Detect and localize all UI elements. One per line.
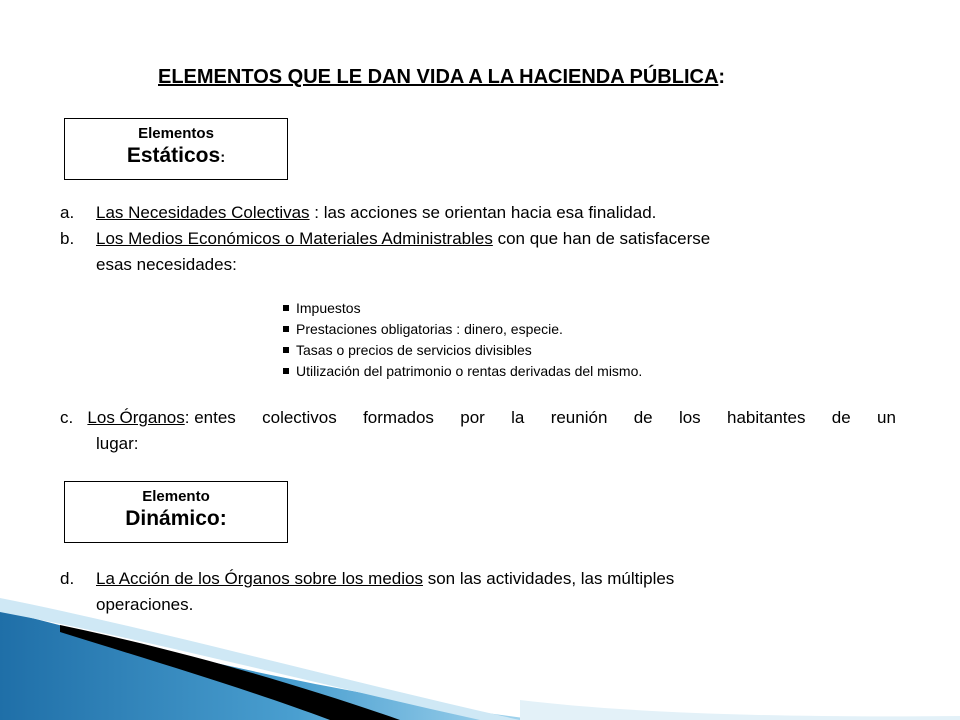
- dynamic-element-box: [64, 481, 288, 543]
- list-item: Prestaciones obligatorias : dinero, especie.: [283, 319, 642, 340]
- item-a: a. Las Necesidades Colectivas : las acciones se orientan hacia esa finalidad.: [60, 203, 657, 222]
- list-item: Tasas o precios de servicios divisibles: [283, 340, 642, 361]
- static-elements-box: [64, 118, 288, 180]
- dynamic-box-small-label: Elemento: [142, 488, 210, 505]
- list-item: Impuestos: [283, 298, 642, 319]
- item-a-underlined: Las Necesidades Colectivas: [96, 203, 310, 222]
- static-box-big-label: Estáticos:: [126, 144, 226, 167]
- square-bullet-icon: [283, 368, 289, 374]
- item-b: b. Los Medios Económicos o Materiales Administrables con que han de satisfacerse: [60, 229, 711, 248]
- item-c: [60, 405, 896, 457]
- item-b-underlined: Los Medios Económicos o Materiales Administrables: [96, 229, 493, 248]
- item-d-continuation: operaciones.: [96, 595, 194, 614]
- square-bullet-icon: [283, 347, 289, 353]
- item-c-continuation: lugar:: [96, 434, 139, 453]
- square-bullet-icon: [283, 305, 289, 311]
- page-title: ELEMENTOS QUE LE DAN VIDA A LA HACIENDA PÚBLICA:: [158, 66, 726, 88]
- item-d: d. La Acción de los Órganos sobre los medios son las actividades, las múltiples: [60, 569, 675, 588]
- list-item: Utilización del patrimonio o rentas derivadas del mismo.: [283, 361, 642, 382]
- square-bullet-icon: [283, 326, 289, 332]
- item-c-underlined: Los Órganos: [87, 408, 185, 427]
- item-b-continuation: esas necesidades:: [96, 255, 237, 274]
- static-box-small-label: Elementos: [138, 125, 214, 142]
- wave-pale-strip: [520, 700, 960, 720]
- bullet-list: [283, 298, 642, 382]
- item-c-line: c. Los Órganos: entes colectivos formados por la reunión de los habitantes de un: [60, 408, 896, 427]
- item-d-underlined: La Acción de los Órganos sobre los medios: [96, 569, 423, 588]
- dynamic-box-big-label: Dinámico:: [125, 507, 227, 530]
